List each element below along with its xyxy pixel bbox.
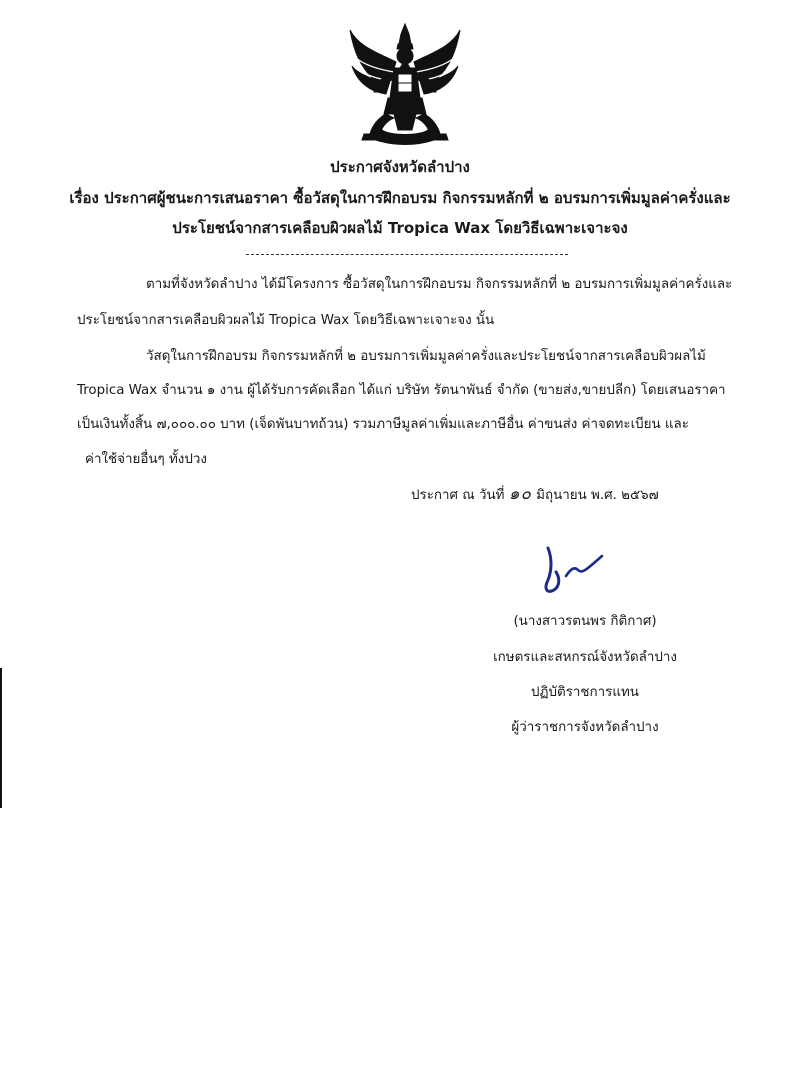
- announcement-date: [411, 483, 659, 507]
- date-day-handwritten: ๑๐: [508, 484, 532, 504]
- body-line: ประโยชน์จากสารเคลือบผิวผลไม้ Tropica Wax โดยวิธีเฉพาะเจาะจง นั้น: [77, 313, 495, 328]
- subject-line-1: เรื่อง ประกาศผู้ชนะการเสนอราคา ซื้อวัสดุในการฝึกอบรม กิจกรรมหลักที่ ๒ อบรมการเพิ่มมูลค่าครั่งและ: [69, 189, 731, 207]
- body-line: Tropica Wax จำนวน ๑ งาน ผู้ได้รับการคัดเลือก ได้แก่ บริษัท รัตนาพันธ์ จำกัด (ขายส่ง,ขายปลีก) โดยเสนอราคา: [77, 383, 726, 398]
- body-line: เป็นเงินทั้งสิ้น ๗,๐๐๐.๐๐ บาท (เจ็ดพันบาทถ้วน) รวมภาษีมูลค่าเพิ่มและภาษีอื่น ค่าขนส่ง ค่าจดทะเบียน และ: [77, 417, 689, 432]
- scan-edge-mark: [0, 668, 2, 808]
- handwritten-signature: [538, 540, 608, 600]
- dashed-divider: [246, 254, 568, 255]
- body-line: ค่าใช้จ่ายอื่นๆ ทั้งปวง: [85, 452, 207, 467]
- signatory-position: เกษตรและสหกรณ์จังหวัดลำปาง: [493, 650, 677, 665]
- garuda-emblem-icon: [346, 22, 464, 148]
- announcement-heading: ประกาศจังหวัดลำปาง: [330, 158, 470, 176]
- signatory-governor: ผู้ว่าราชการจังหวัดลำปาง: [511, 720, 659, 735]
- signatory-name: (นางสาวรตนพร กิติกาศ): [513, 614, 657, 629]
- body-line: วัสดุในการฝึกอบรม กิจกรรมหลักที่ ๒ อบรมการเพิ่มมูลค่าครั่งและประโยชน์จากสารเคลือบผิวผลไม้: [146, 349, 706, 364]
- date-prefix: ประกาศ ณ วันที่: [411, 488, 505, 503]
- date-month-year: มิถุนายน พ.ศ. ๒๕๖๗: [536, 488, 659, 503]
- body-line: ตามที่จังหวัดลำปาง ได้มีโครงการ ซื้อวัสดุในการฝึกอบรม กิจกรรมหลักที่ ๒ อบรมการเพิ่มมูลค่าครั่งและ: [146, 277, 733, 292]
- subject-line-2: ประโยชน์จากสารเคลือบผิวผลไม้ Tropica Wax โดยวิธีเฉพาะเจาะจง: [172, 219, 628, 237]
- signatory-acting-for: ปฏิบัติราชการแทน: [531, 685, 639, 700]
